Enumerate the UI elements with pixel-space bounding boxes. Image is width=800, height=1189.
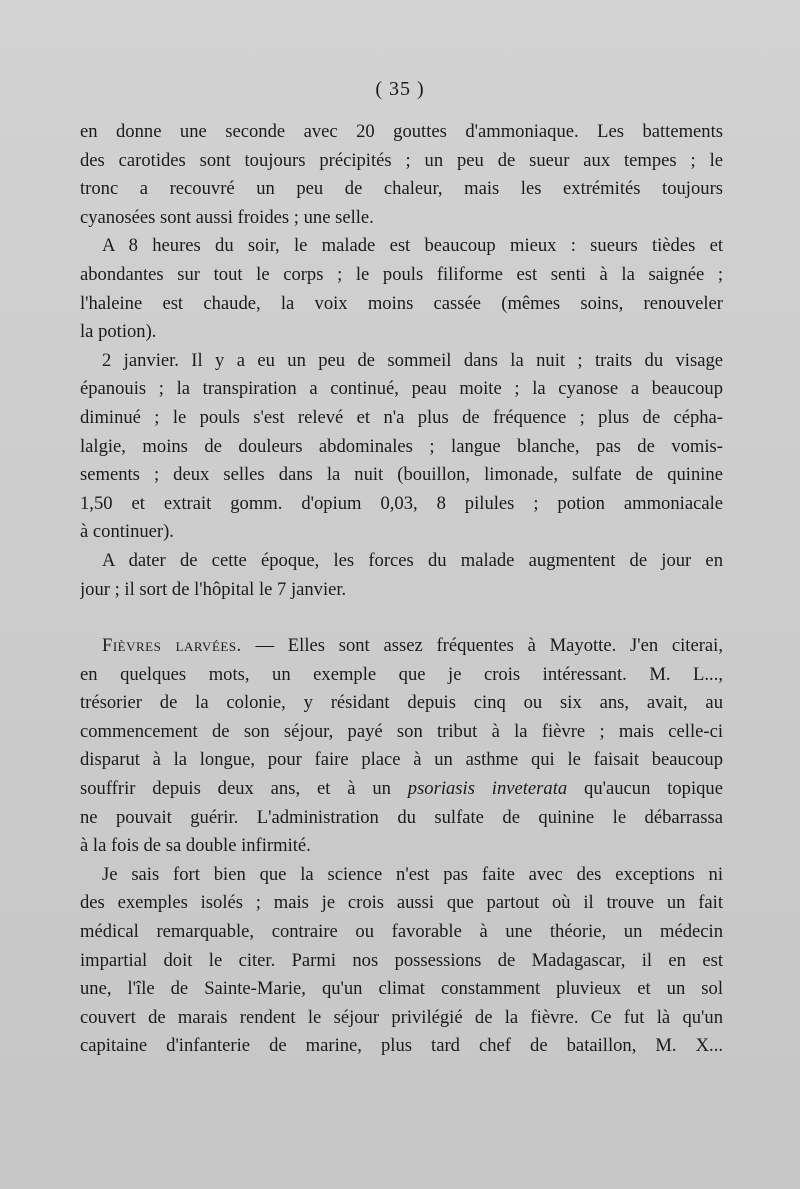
text-line: la potion). [80, 321, 157, 343]
text-line: trésorier de la colonie, y résidant depuis cinq ou six ans, avait, au [80, 692, 723, 714]
text-line: A 8 heures du soir, le malade est beaucoup mieux : sueurs tièdes et [102, 235, 723, 257]
text-run: souffrir depuis deux ans, et à un [80, 778, 408, 800]
text-line: diminué ; le pouls s'est relevé et n'a plus de fréquence ; plus de cépha- [80, 406, 723, 428]
text-line: Je sais fort bien que la science n'est pas faite avec des exceptions ni [102, 863, 723, 885]
text-line: l'haleine est chaude, la voix moins cassée (mêmes soins, renouveler [80, 292, 723, 314]
italic-term: psoriasis inveterata [407, 778, 568, 800]
text-line [80, 775, 723, 804]
paragraph [80, 118, 723, 232]
paragraph [80, 347, 723, 547]
page-number: ( 35 ) [375, 78, 425, 100]
text-line: capitaine d'infanterie de marine, plus tard chef de bataillon, M. X... [80, 1035, 723, 1057]
section-gap [80, 604, 723, 632]
paragraph [80, 861, 723, 1061]
text-line: une, l'île de Sainte-Marie, qu'un climat constamment pluvieux et un sol [80, 978, 723, 1000]
text-line: 1,50 et extrait gomm. d'opium 0,03, 8 pilules ; potion ammoniacale [80, 492, 723, 514]
text-line: couvert de marais rendent le séjour privilégié de la fièvre. Ce fut là qu'un [80, 1006, 723, 1028]
section-heading: Fièvres larvées. [102, 635, 242, 657]
text-line: A dater de cette époque, les forces du malade augmentent de jour en [102, 549, 723, 571]
text-line: 2 janvier. Il y a eu un peu de sommeil dans la nuit ; traits du visage [102, 349, 723, 371]
text-line: des carotides sont toujours précipités ; un peu de sueur aux tempes ; le [80, 149, 723, 171]
text-line: sements ; deux selles dans la nuit (bouillon, limonade, sulfate de quinine [80, 464, 723, 486]
text-line: à continuer). [80, 521, 174, 543]
text-line [80, 632, 723, 661]
text-line: impartial doit le citer. Parmi nos possessions de Madagascar, il en est [80, 949, 723, 971]
text-line: ne pouvait guérir. L'administration du sulfate de quinine le débarrassa [80, 806, 723, 828]
text-line: commencement de son séjour, payé son tribut à la fièvre ; mais celle-ci [80, 720, 723, 742]
text-line: jour ; il sort de l'hôpital le 7 janvier. [80, 578, 347, 600]
paragraph [80, 632, 723, 861]
text-line: tronc a recouvré un peu de chaleur, mais les extrémités toujours [80, 178, 723, 200]
body-text [80, 118, 723, 1061]
text-run: — Elles sont assez fréquentes à Mayotte. J'en citerai, [241, 635, 723, 657]
text-line: épanouis ; la transpiration a continué, peau moite ; la cyanose a beaucoup [80, 378, 723, 400]
paragraph [80, 547, 723, 604]
text-run: qu'aucun topique [567, 778, 723, 800]
text-line: en quelques mots, un exemple que je crois intéressant. M. L..., [80, 663, 723, 685]
text-line: médical remarquable, contraire ou favorable à une théorie, un médecin [80, 921, 723, 943]
text-line: à la fois de sa double infirmité. [80, 835, 311, 857]
paragraph [80, 232, 723, 346]
text-line: en donne une seconde avec 20 gouttes d'ammoniaque. Les battements [80, 121, 723, 142]
text-line: abondantes sur tout le corps ; le pouls filiforme est senti à la saignée ; [80, 263, 723, 285]
text-line: lalgie, moins de douleurs abdominales ; langue blanche, pas de vomis- [80, 435, 723, 457]
text-line: disparut à la longue, pour faire place à un asthme qui le faisait beaucoup [80, 749, 723, 771]
text-line: des exemples isolés ; mais je crois aussi que partout où il trouve un fait [80, 892, 723, 914]
text-line: cyanosées sont aussi froides ; une selle. [80, 206, 374, 228]
